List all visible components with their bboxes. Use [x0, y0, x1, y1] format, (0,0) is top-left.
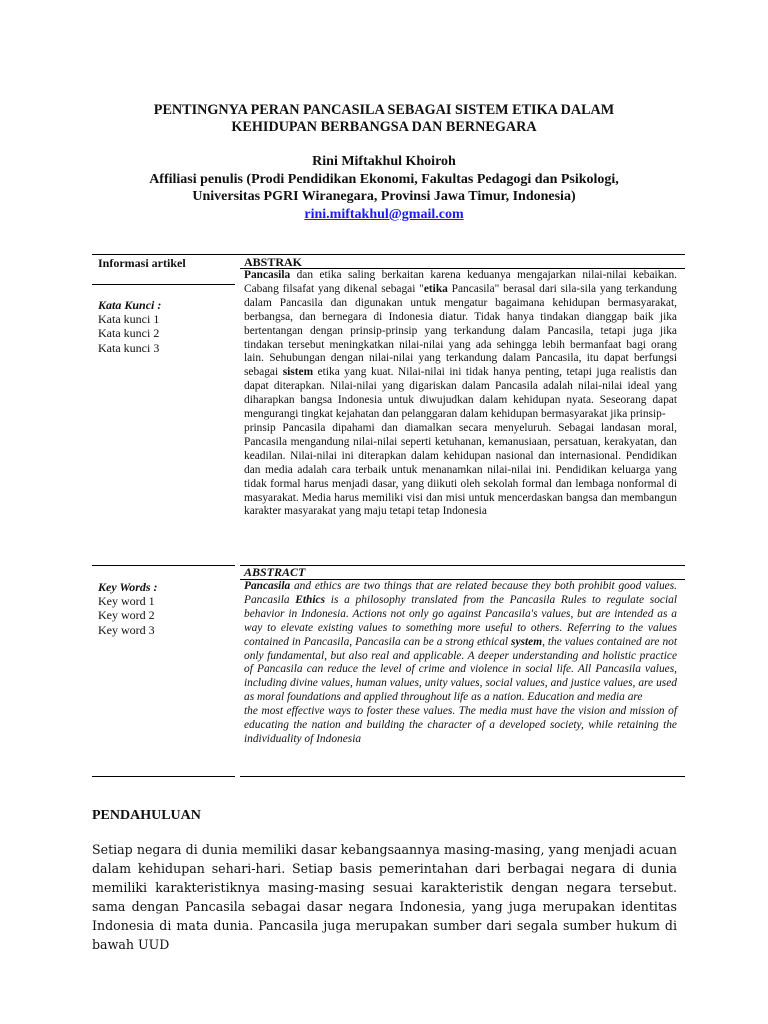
- informasi-artikel-label: Informasi artikel: [98, 256, 186, 270]
- kata-kunci-block: [98, 298, 161, 355]
- abstract-text: [244, 580, 677, 747]
- abstract-text-part: is a philosophy translated from the Pancasila Rules to regulate social behavior in Indonesia. Actions not only go against Pancasila's values, but are intended as a way to elevate existing values to something more useful to others. Referring to the values contained in Pancasila, Pancasila can be a strong ethical: [244, 593, 677, 648]
- abstract-text-part: the most effective ways to foster these values. The media must have the vision and mission of educating the nation and building the character of a developed society, while retaining the individuality of Indonesia: [244, 705, 677, 745]
- author-block: [92, 153, 676, 223]
- kata-kunci-title: Kata Kunci :: [98, 298, 162, 312]
- section-heading-pendahuluan: PENDAHULUAN: [92, 808, 201, 823]
- abstrak-text-part: prinsip Pancasila dipahami dan diamalkan secara menyeluruh. Sebagai landasan moral, Pancasila mengandung nilai-nilai seperti ketuhanan, kemanusiaan, persatuan, kerakyatan, dan keadilan. Nilai-nilai ini diterapkan dalam kehidupan nasional dan internasional. Pendidikan dan media adalah cara terbaik untuk menanamkan nilai-nilai ini. Pendidikan keluarga yang tidak formal harus menjadi dasar, yang diikuti oleh sekolah formal dan lembaga nonformal di masyarakat. Media harus memiliki visi dan misi untuk mencerdaskan bangsa dan membangun karakter masyarakat yang maju tetapi tetap Indonesia: [244, 421, 677, 518]
- abstrak-text: [244, 269, 677, 519]
- abstrak-bottom-rule: [240, 565, 685, 566]
- affiliation-line-1: Affiliasi penulis (Prodi Pendidikan Ekonomi, Fakultas Pedagogi dan Psikologi,: [149, 171, 619, 187]
- author-email-link[interactable]: rini.miftakhul@gmail.com: [304, 206, 464, 222]
- title-line-2: KEHIDUPAN BERBANGSA DAN BERNEGARA: [231, 119, 537, 135]
- author-name: Rini Miftakhul Khoiroh: [312, 154, 456, 169]
- abstract-heading: ABSTRACT: [244, 565, 306, 579]
- abstrak-text-part: etika yang kuat. Nilai-nilai ini tidak hanya penting, tetapi juga realistis dan dapat diterapkan. Nilai-nilai yang digariskan dalam Pancasila adalah nilai-nilai ideal yang diharapkan bangsa Indonesia untuk diwujudkan dalam kehidupan nyata. Seseorang dapat mengurangi tingkat kejahatan dan pelanggaran dalam kehidupan bermasyarakat jika prinsip-: [244, 366, 677, 421]
- abstract-term-system: system: [511, 635, 543, 648]
- table-top-rule: [92, 254, 685, 255]
- abstrak-heading: ABSTRAK: [244, 255, 303, 269]
- key-word-item: Key word 2: [98, 608, 155, 623]
- intro-paragraph: Setiap negara di dunia memiliki dasar kebangsaannya masing-masing, yang menjadi acuan dalam kehidupan sehari-hari. Setiap basis pemerintahan dari berbagai negara di dunia memiliki karakteristiknya masing-masing sesuai karakteristik dengan negara tersebut. sama dengan Pancasila sebagai dasar negara Indonesia, yang juga merupakan identitas Indonesia di mata dunia. Pancasila juga merupakan sumber dari segala sumber hukum di bawah UUD: [92, 842, 677, 952]
- abstrak-text-part: dan etika saling berkaitan karena keduanya mengajarkan nilai-nilai kebaikan. Cabang filsafat yang dikenal sebagai ": [244, 269, 677, 295]
- abstrak-term-sistem: sistem: [282, 366, 314, 379]
- affiliation-line-2: Universitas PGRI Wiranegara, Provinsi Jawa Timur, Indonesia): [192, 189, 576, 204]
- key-word-item: Key word 3: [98, 622, 155, 637]
- key-word-item: Key word 1: [98, 594, 155, 609]
- key-words-block: [98, 580, 158, 637]
- abstract-text-part: and ethics are two things that are related because they both prohibit good values. Pancasila: [244, 580, 677, 606]
- table-bottom-rule: [240, 776, 685, 777]
- kata-kunci-item: Kata kunci 2: [98, 326, 160, 341]
- kata-kunci-item: Kata kunci 1: [98, 312, 160, 327]
- abstrak-lead-term: Pancasila: [244, 269, 291, 281]
- title-line-1: PENTINGNYA PERAN PANCASILA SEBAGAI SISTEM ETIKA DALAM: [153, 102, 615, 118]
- abstract-text-part: , the values contained are not only fundamental, but also real and applicable. A deeper understanding and holistic practice of Pancasila can reduce the level of crime and violence in social life. All Pancasila values, including divine values, human values, unity values, social values, and justice values, are used as moral foundations and applied throughout life as a nation. Education and media are: [244, 635, 677, 704]
- paper-title: [92, 102, 676, 136]
- kata-kunci-item: Kata kunci 3: [98, 340, 160, 355]
- abstract-term-ethics: Ethics: [295, 593, 326, 606]
- abstract-lead-term: Pancasila: [244, 580, 291, 592]
- info-middle-rule: [92, 565, 235, 566]
- info-bottom-rule: [92, 776, 235, 777]
- key-words-title: Key Words :: [98, 580, 158, 594]
- info-heading-rule: [92, 284, 235, 285]
- abstrak-term-etika: etika: [423, 282, 448, 295]
- abstrak-text-part: Pancasila" berasal dari sila-sila yang terkandung dalam Pancasila dan digunakan untuk mengatur bagaimana kehidupan bermasyarakat, berbangsa, dan bernegara di Indonesia diatur. Tidak hanya tindakan dianggap baik jika bertentangan dengan prinsip-prinsip yang terkandung dalam Pancasila, tetapi juga jika tindakan tersebut meningkatkan nilai-nilai yang ada sehingga lebih bermanfaat bagi orang lain. Sehubungan dengan nilai-nilai yang terkandung dalam Pancasila, itu dapat berfungsi sebagai: [244, 282, 677, 379]
